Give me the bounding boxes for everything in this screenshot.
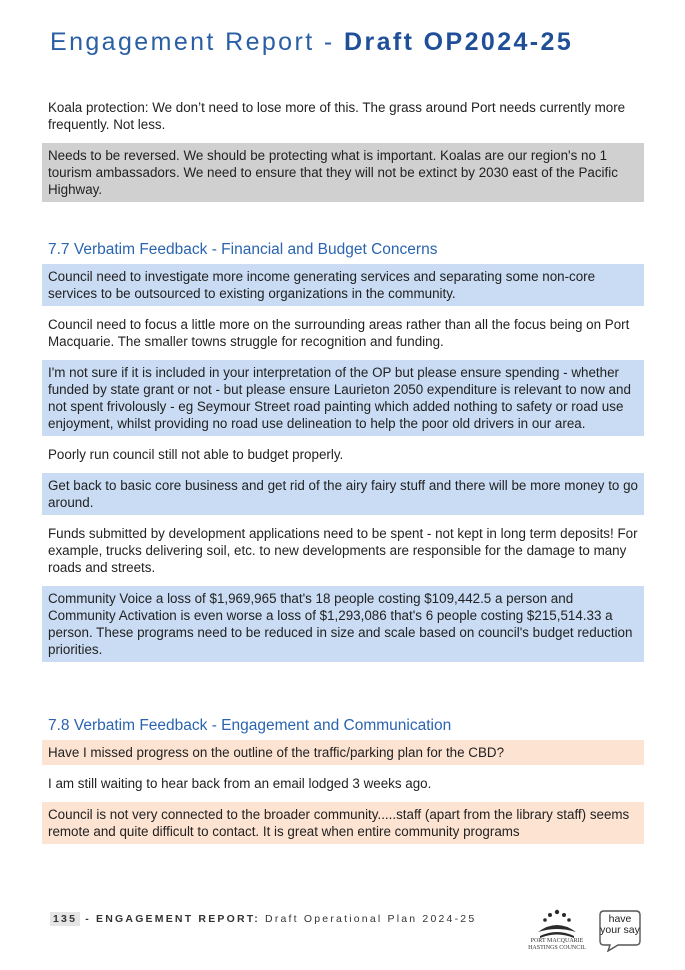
feedback-entry: I am still waiting to hear back from an email lodged 3 weeks ago. bbox=[48, 776, 432, 791]
have-your-say-label: have your say bbox=[600, 913, 640, 936]
page-title bbox=[50, 28, 650, 57]
section-heading-7-7: 7.7 Verbatim Feedback - Financial and Budget Concerns bbox=[48, 241, 438, 258]
footer-report-label: - ENGAGEMENT REPORT: bbox=[80, 913, 266, 925]
title-prefix: Engagement Report - bbox=[50, 28, 344, 56]
section-heading-7-8: 7.8 Verbatim Feedback - Engagement and Communication bbox=[48, 717, 452, 734]
page-number: 135 bbox=[50, 912, 80, 926]
page-footer bbox=[50, 913, 476, 925]
feedback-entry: I'm not sure if it is included in your interpretation of the OP but please ensure spending - whether funded by state grant or not - but please ensure Laurieton 2050 expenditure is relevant to now and not spent frivolously - eg Seymour Street road painting which added nothing to safety or road use enjoyment, whilst providing no road use delineation to help the poor old drivers in our area. bbox=[42, 360, 644, 436]
intro-entry: Koala protection: We don’t need to lose more of this. The grass around Port needs currently more frequently. Not less. bbox=[48, 100, 626, 132]
title-bold: Draft OP2024-25 bbox=[343, 28, 574, 56]
feedback-entry: Council is not very connected to the broader community.....staff (apart from the library staff) seems remote and quite difficult to contact. It is great when entire community programs bbox=[42, 802, 644, 844]
feedback-entry: Funds submitted by development applications need to be spent - not kept in long term deposits! For example, trucks delivering soil, etc. to new developments are responsible for the damage to many roads and streets. bbox=[48, 526, 638, 575]
feedback-entry: Council need to investigate more income generating services and separating some non-core services to be outsourced to existing organizations in the community. bbox=[42, 264, 644, 306]
feedback-entry: Have I missed progress on the outline of the traffic/parking plan for the CBD? bbox=[42, 740, 644, 765]
council-name: PORT MACQUARIE HASTINGS COUNCIL bbox=[528, 938, 586, 951]
feedback-entry: Poorly run council still not able to budget properly. bbox=[48, 447, 344, 462]
footer-plan-name: Draft Operational Plan 2024-25 bbox=[265, 913, 477, 925]
intro-entry: Needs to be reversed. We should be protecting what is important. Koalas are our region's no 1 tourism ambassadors. We need to ensure that they will not be extinct by 2030 east of the Pacific Highway. bbox=[42, 143, 644, 202]
feedback-entry: Get back to basic core business and get rid of the airy fairy stuff and there will be more money to go around. bbox=[42, 473, 644, 515]
report-content bbox=[42, 95, 644, 850]
feedback-entry: Council need to focus a little more on the surrounding areas rather than all the focus being on Port Macquarie. The smaller towns struggle for recognition and funding. bbox=[48, 317, 630, 349]
feedback-entry: Community Voice a loss of $1,969,965 that's 18 people costing $109,442.5 a person and Community Activation is even worse a loss of $1,293,086 that's 6 people costing $215,514.33 a person. These programs need to be reduced in size and scale based on council's budget reduction priorities. bbox=[42, 586, 644, 662]
